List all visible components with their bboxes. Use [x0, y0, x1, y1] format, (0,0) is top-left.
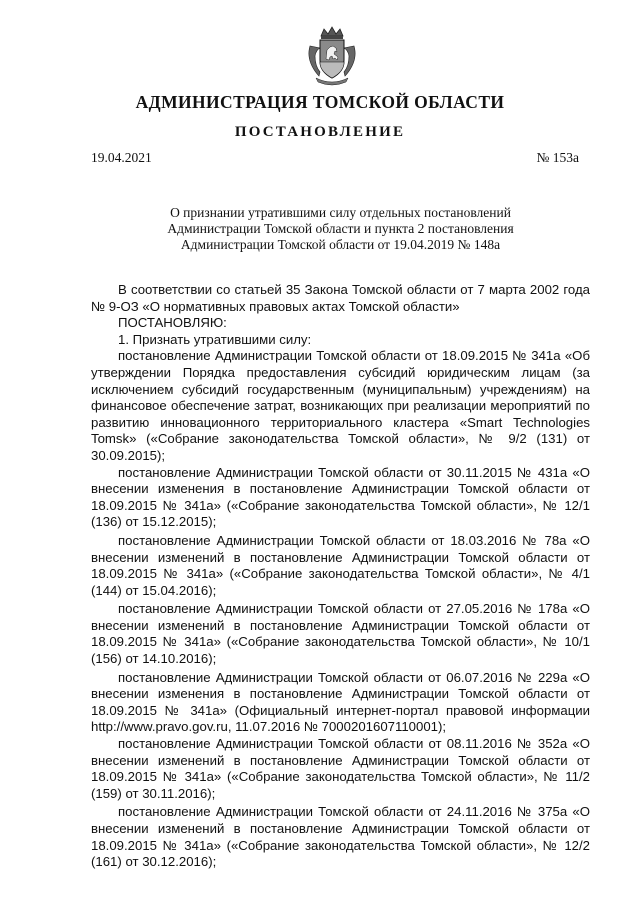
document-number: № 153а — [536, 150, 579, 165]
act-paragraph: постановление Администрации Томской области от 27.05.2016 № 178а «О внесении изменений в постановление Администрации Томской области от 18.09.2015 № 341а» («Собрание законодательства Томской области», № 10/1 (156) от 14.10.2016); — [91, 601, 590, 667]
act-paragraph: постановление Администрации Томской области от 30.11.2015 № 431а «О внесении изменения в постановление Администрации Томской области от 18.09.2015 № 341а» («Собрание законодательства Томской области», № 12/1 (136) от 15.12.2015); — [91, 464, 590, 530]
act-paragraph: постановление Администрации Томской области от 24.11.2016 № 375а «О внесении изменений в постановление Администрации Томской области от 18.09.2015 № 341а» («Собрание законодательства Томской области», № 12/2 (161) от 30.12.2016); — [91, 804, 590, 870]
act-paragraph: постановление Администрации Томской области от 18.03.2016 № 78а «О внесении изменений в постановление Администрации Томской области от 18.09.2015 № 341а» («Собрание законодательства Томской области», № 4/1 (144) от 15.04.2016); — [91, 532, 590, 598]
document-body — [91, 282, 590, 871]
subject-line: Администрации Томской области и пункта 2 постановления — [167, 221, 514, 236]
act-paragraph: постановление Администрации Томской области от 08.11.2016 № 352а «О внесении изменений в постановление Администрации Томской области от 18.09.2015 № 341а» («Собрание законодательства Томской области», № 11/2 (159) от 30.11.2016); — [91, 736, 590, 801]
resolve-heading: ПОСТАНОВЛЯЮ: — [118, 315, 227, 331]
subject-line: О признании утратившими силу отдельных постановлений — [170, 205, 511, 220]
item-1-heading: 1. Признать утратившими силу: — [118, 331, 312, 347]
document-type: ПОСТАНОВЛЕНИЕ — [234, 124, 406, 140]
act-paragraph: постановление Администрации Томской области от 06.07.2016 № 229а «О внесении изменения в постановление Администрации Томской области от 18.09.2015 № 341а» (Официальный интернет-портал правовой информации http://www.pravo.gov.ru, 11.07.2016 № 7000201607110001); — [91, 669, 590, 735]
document-subject — [91, 205, 590, 253]
act-paragraph: постановление Администрации Томской области от 18.09.2015 № 341а «Об утверждении Порядка предоставления субсидий юридическим лицам (за исключением субсидий государственным (муниципальным) учреждениям) на финансовое обеспечение затрат, возникающих при реализации мероприятий по развитию инновационного территориального кластера «Smart Technologies Tomsk» («Собрание законодательства Томской области», № 9/2 (131) от 30.09.2015); — [91, 348, 590, 463]
organization-title: АДМИНИСТРАЦИЯ ТОМСКОЙ ОБЛАСТИ — [135, 92, 505, 112]
document-date: 19.04.2021 — [91, 150, 152, 165]
tomsk-coat-of-arms-icon — [306, 26, 358, 86]
intro-paragraph: В соответствии со статьей 35 Закона Томской области от 7 марта 2002 года № 9-ОЗ «О нормативных правовых актах Томской области» — [91, 282, 590, 314]
subject-line: Администрации Томской области от 19.04.2019 № 148а — [180, 237, 501, 252]
